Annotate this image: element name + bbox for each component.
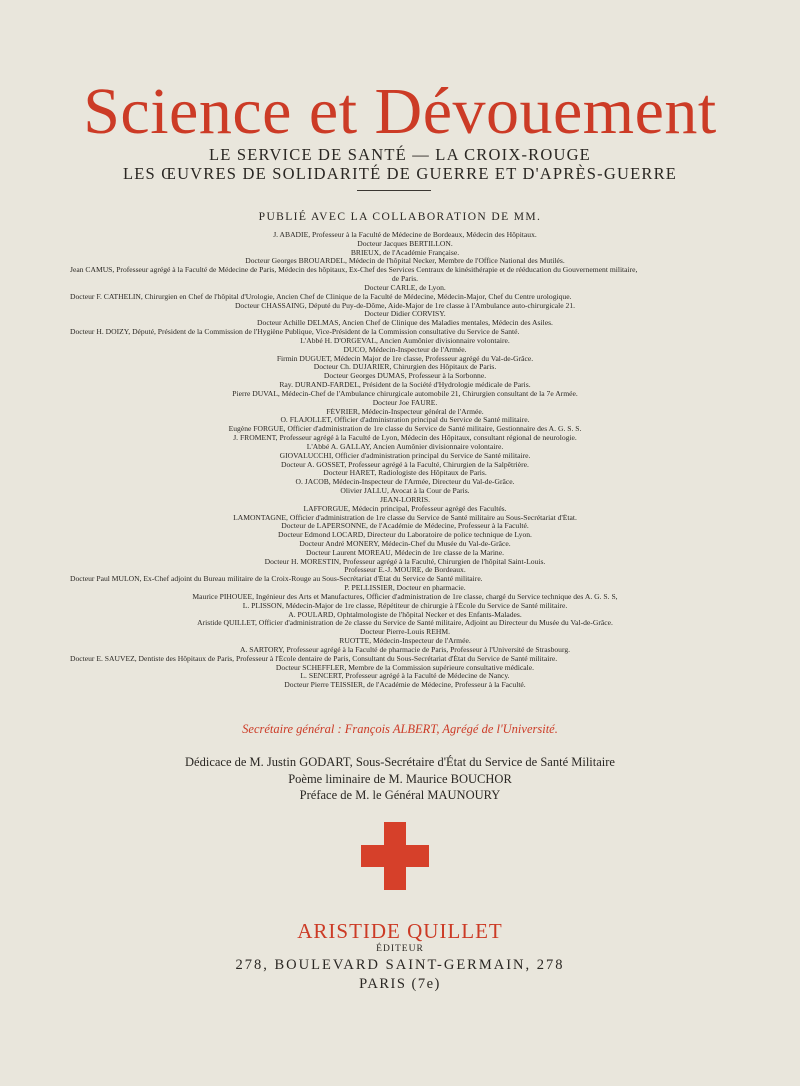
subtitle-line-1: LE SERVICE DE SANTÉ — LA CROIX-ROUGE: [209, 145, 591, 164]
published-with-heading: PUBLIÉ AVEC LA COLLABORATION DE MM.: [258, 211, 542, 223]
collaborator-entry: DUCO, Médecin-Inspecteur de l'Armée.: [343, 345, 467, 354]
subtitle-line-2: LES ŒUVRES DE SOLIDARITÉ DE GUERRE ET D'APRÈS-GUERRE: [122, 164, 678, 183]
collaborator-entry: Docteur Pierre TEISSIER, de l'Académie de Médecine, Professeur à la Faculté.: [284, 681, 526, 690]
collaborator-entry: Docteur H. DOIZY, Député, Président de la Commission de l'Hygiène Publique, Vice-Président de la Commission consultative du Service de Santé.: [70, 328, 520, 337]
collaborator-entry: J. FROMENT, Professeur agrégé à la Faculté de Lyon, Médecin des Hôpitaux, consultant régional de neurologie.: [233, 434, 577, 443]
publisher-name: ARISTIDE QUILLET: [297, 919, 503, 943]
collaborator-entry: Firmin DUGUET, Médecin Major de 1re classe, Professeur agrégé du Val-de-Grâce.: [276, 354, 534, 363]
collaborator-entry: Pierre DUVAL, Médecin-Chef de l'Ambulance chirurgicale automobile 21, Chirurgien consultant de la 7e Armée.: [232, 389, 578, 398]
collaborator-entry: L. PLISSON, Médecin-Major de 1re classe, Répétiteur de chirurgie à l'École du Service de Santé militaire.: [242, 601, 568, 610]
collaborator-entry: Olivier JALLU, Avocat à la Cour de Paris.: [340, 487, 470, 496]
collaborator-entry: Docteur Ch. DUJARIER, Chirurgien des Hôpitaux de Paris.: [313, 363, 497, 372]
collaborator-entry: Ray. DURAND-FARDEL, Président de la Société d'Hydrologie médicale de Paris.: [279, 381, 531, 390]
collaborator-entry: Jean CAMUS, Professeur agrégé à la Faculté de Médecine de Paris, Médecin des hôpitaux, Ex-Chef des Services Centraux de kinésithérapie et de rééducation du Gouvernement militaire,: [70, 266, 638, 275]
collaborator-entry: Docteur SCHEFFLER, Membre de la Commission supérieure consultative médicale.: [275, 663, 535, 672]
collaborator-entry: A. POULARD, Ophtalmologiste de l'hôpital Necker et des Enfants-Malades.: [288, 610, 522, 619]
collaborator-entry: LAFFORGUE, Médecin principal, Professeur agrégé des Facultés.: [303, 504, 507, 513]
book-title: Science et Dévouement: [83, 75, 717, 148]
collaborator-entry: Docteur Didier CORVISY.: [364, 310, 446, 319]
collaborator-entry: FÉVRIER, Médecin-Inspecteur général de l'Armée.: [326, 407, 484, 416]
collaborator-entry: Docteur CHASSAING, Député du Puy-de-Dôme, Aide-Major de 1re classe à l'Ambulance auto-chirurgicale 21.: [234, 301, 576, 310]
collaborator-entry: de Paris.: [391, 275, 419, 284]
collaborator-entry: JEAN-LORRIS.: [380, 495, 430, 504]
collaborator-entry: Docteur H. MORESTIN, Professeur agrégé à la Faculté, Chirurgien de l'hôpital Saint-Louis.: [264, 557, 546, 566]
collaborator-entry: BRIEUX, de l'Académie Française.: [350, 248, 460, 257]
poem-line: Poème liminaire de M. Maurice BOUCHOR: [288, 771, 512, 786]
collaborator-entry: L. SENCERT, Professeur agrégé à la Faculté de Médecine de Nancy.: [300, 672, 510, 681]
collaborator-entry: O. JACOB, Médecin-Inspecteur de l'Armée, Directeur du Val-de-Grâce.: [295, 478, 515, 487]
collaborator-entry: Docteur Paul MULON, Ex-Chef adjoint du Bureau militaire de la Croix-Rouge au Sous-Secrétariat d'État du Service de Santé militaire.: [70, 575, 483, 584]
collaborator-entry: LAMONTAGNE, Officier d'administration de 1re classe du Service de Santé militaire au Sous-Secrétariat d'État.: [233, 513, 577, 522]
collaborator-entry: Docteur Georges DUMAS, Professeur à la Sorbonne.: [323, 372, 487, 381]
collaborator-entry: Docteur Edmond LOCARD, Directeur du Laboratoire de police technique de Lyon.: [278, 531, 532, 540]
collaborator-entry: Eugène FORGUE, Officier d'administration de 1re classe du Service de Santé militaire, Gestionnaire des A. G. S. S.: [228, 425, 582, 434]
collaborator-entry: Docteur F. CATHELIN, Chirurgien en Chef de l'hôpital d'Urologie, Ancien Chef de Clinique de la Faculté de Médecine, Médecin-Major, Chef du Centre urologique.: [70, 292, 572, 301]
collaborator-entry: Docteur A. GOSSET, Professeur agrégé à la Faculté, Chirurgien de la Salpêtrière.: [281, 460, 529, 469]
collaborator-entry: A. SARTORY, Professeur agrégé à la Faculté de pharmacie de Paris, Professeur à l'Université de Strasbourg.: [239, 645, 571, 654]
collaborator-entry: Docteur de LAPERSONNE, de l'Académie de Médecine, Professeur à la Faculté.: [281, 522, 529, 531]
collaborator-entry: GIOVALUCCHI, Officier d'administration principal du Service de Santé militaire.: [279, 451, 531, 460]
collaborator-entry: Aristide QUILLET, Officier d'administration de 2e classe du Service de Santé militaire, Adjoint au Directeur du Musée du Val-de-Grâce.: [197, 619, 613, 628]
dedication-block: [0, 754, 800, 804]
collaborator-entry: Professeur E.-J. MOURE, de Bordeaux.: [344, 566, 466, 575]
collaborator-entry: Docteur Pierre-Louis REHM.: [359, 628, 451, 637]
publisher-role: ÉDITEUR: [376, 944, 424, 954]
divider-rule: [357, 190, 431, 191]
red-cross-icon: [361, 822, 429, 890]
collaborator-entry: L'Abbé H. D'ORGEVAL, Ancien Aumônier divisionnaire volontaire.: [300, 336, 510, 345]
collaborator-entry: Docteur Laurent MOREAU, Médecin de 1re classe de la Marine.: [306, 548, 504, 557]
collaborator-entry: Docteur Jacques BERTILLON.: [357, 239, 453, 248]
collaborator-entry: J. ABADIE, Professeur à la Faculté de Médecine de Bordeaux, Médecin des Hôpitaux.: [273, 231, 537, 239]
collaborator-entry: Docteur HARET, Radiologiste des Hôpitaux de Paris.: [323, 469, 487, 478]
collaborator-entry: Docteur André MONERY, Médecin-Chef du Musée du Val-de-Grâce.: [299, 539, 511, 548]
collaborator-entry: Docteur Achille DELMAS, Ancien Chef de Clinique des Maladies mentales, Médecin des Asiles.: [257, 319, 553, 328]
collaborator-entry: Docteur Georges BROUARDEL, Médecin de l'hôpital Necker, Membre de l'Office National des Mutilés.: [245, 257, 565, 266]
collaborator-entry: Docteur E. SAUVEZ, Dentiste des Hôpitaux de Paris, Professeur à l'École dentaire de Paris, Consultant du Sous-Secrétariat d'État du Service de Santé militaire.: [70, 654, 558, 663]
preface-line: Préface de M. le Général MAUNOURY: [299, 788, 501, 802]
publisher-city: PARIS (7e): [359, 976, 441, 992]
collaborator-entry: L'Abbé A. GALLAY, Ancien Aumônier divisionnaire volontaire.: [306, 442, 504, 451]
publisher-address: 278, BOULEVARD SAINT-GERMAIN, 278: [235, 957, 565, 973]
collaborator-entry: Docteur Joe FAURE.: [372, 398, 438, 407]
dedication-line: Dédicace de M. Justin GODART, Sous-Secrétaire d'État du Service de Santé Militaire: [185, 755, 615, 769]
collaborator-entry: Docteur CARLE, de Lyon.: [364, 283, 446, 292]
collaborators-list: [70, 231, 740, 690]
collaborator-entry: O. FLAJOLLET, Officier d'administration principal du Service de Santé militaire.: [280, 416, 530, 425]
collaborator-entry: RUOTTE, Médecin-Inspecteur de l'Armée.: [339, 637, 471, 646]
secretary-general: Secrétaire général : François ALBERT, Agrégé de l'Université.: [242, 722, 558, 736]
collaborator-entry: Maurice PIHOUEE, Ingénieur des Arts et Manufactures, Officier d'administration de 1re classe, chargé du Service technique des A. G. S. S,: [192, 592, 618, 601]
collaborator-entry: P. PELLISSIER, Docteur en pharmacie.: [344, 584, 466, 593]
